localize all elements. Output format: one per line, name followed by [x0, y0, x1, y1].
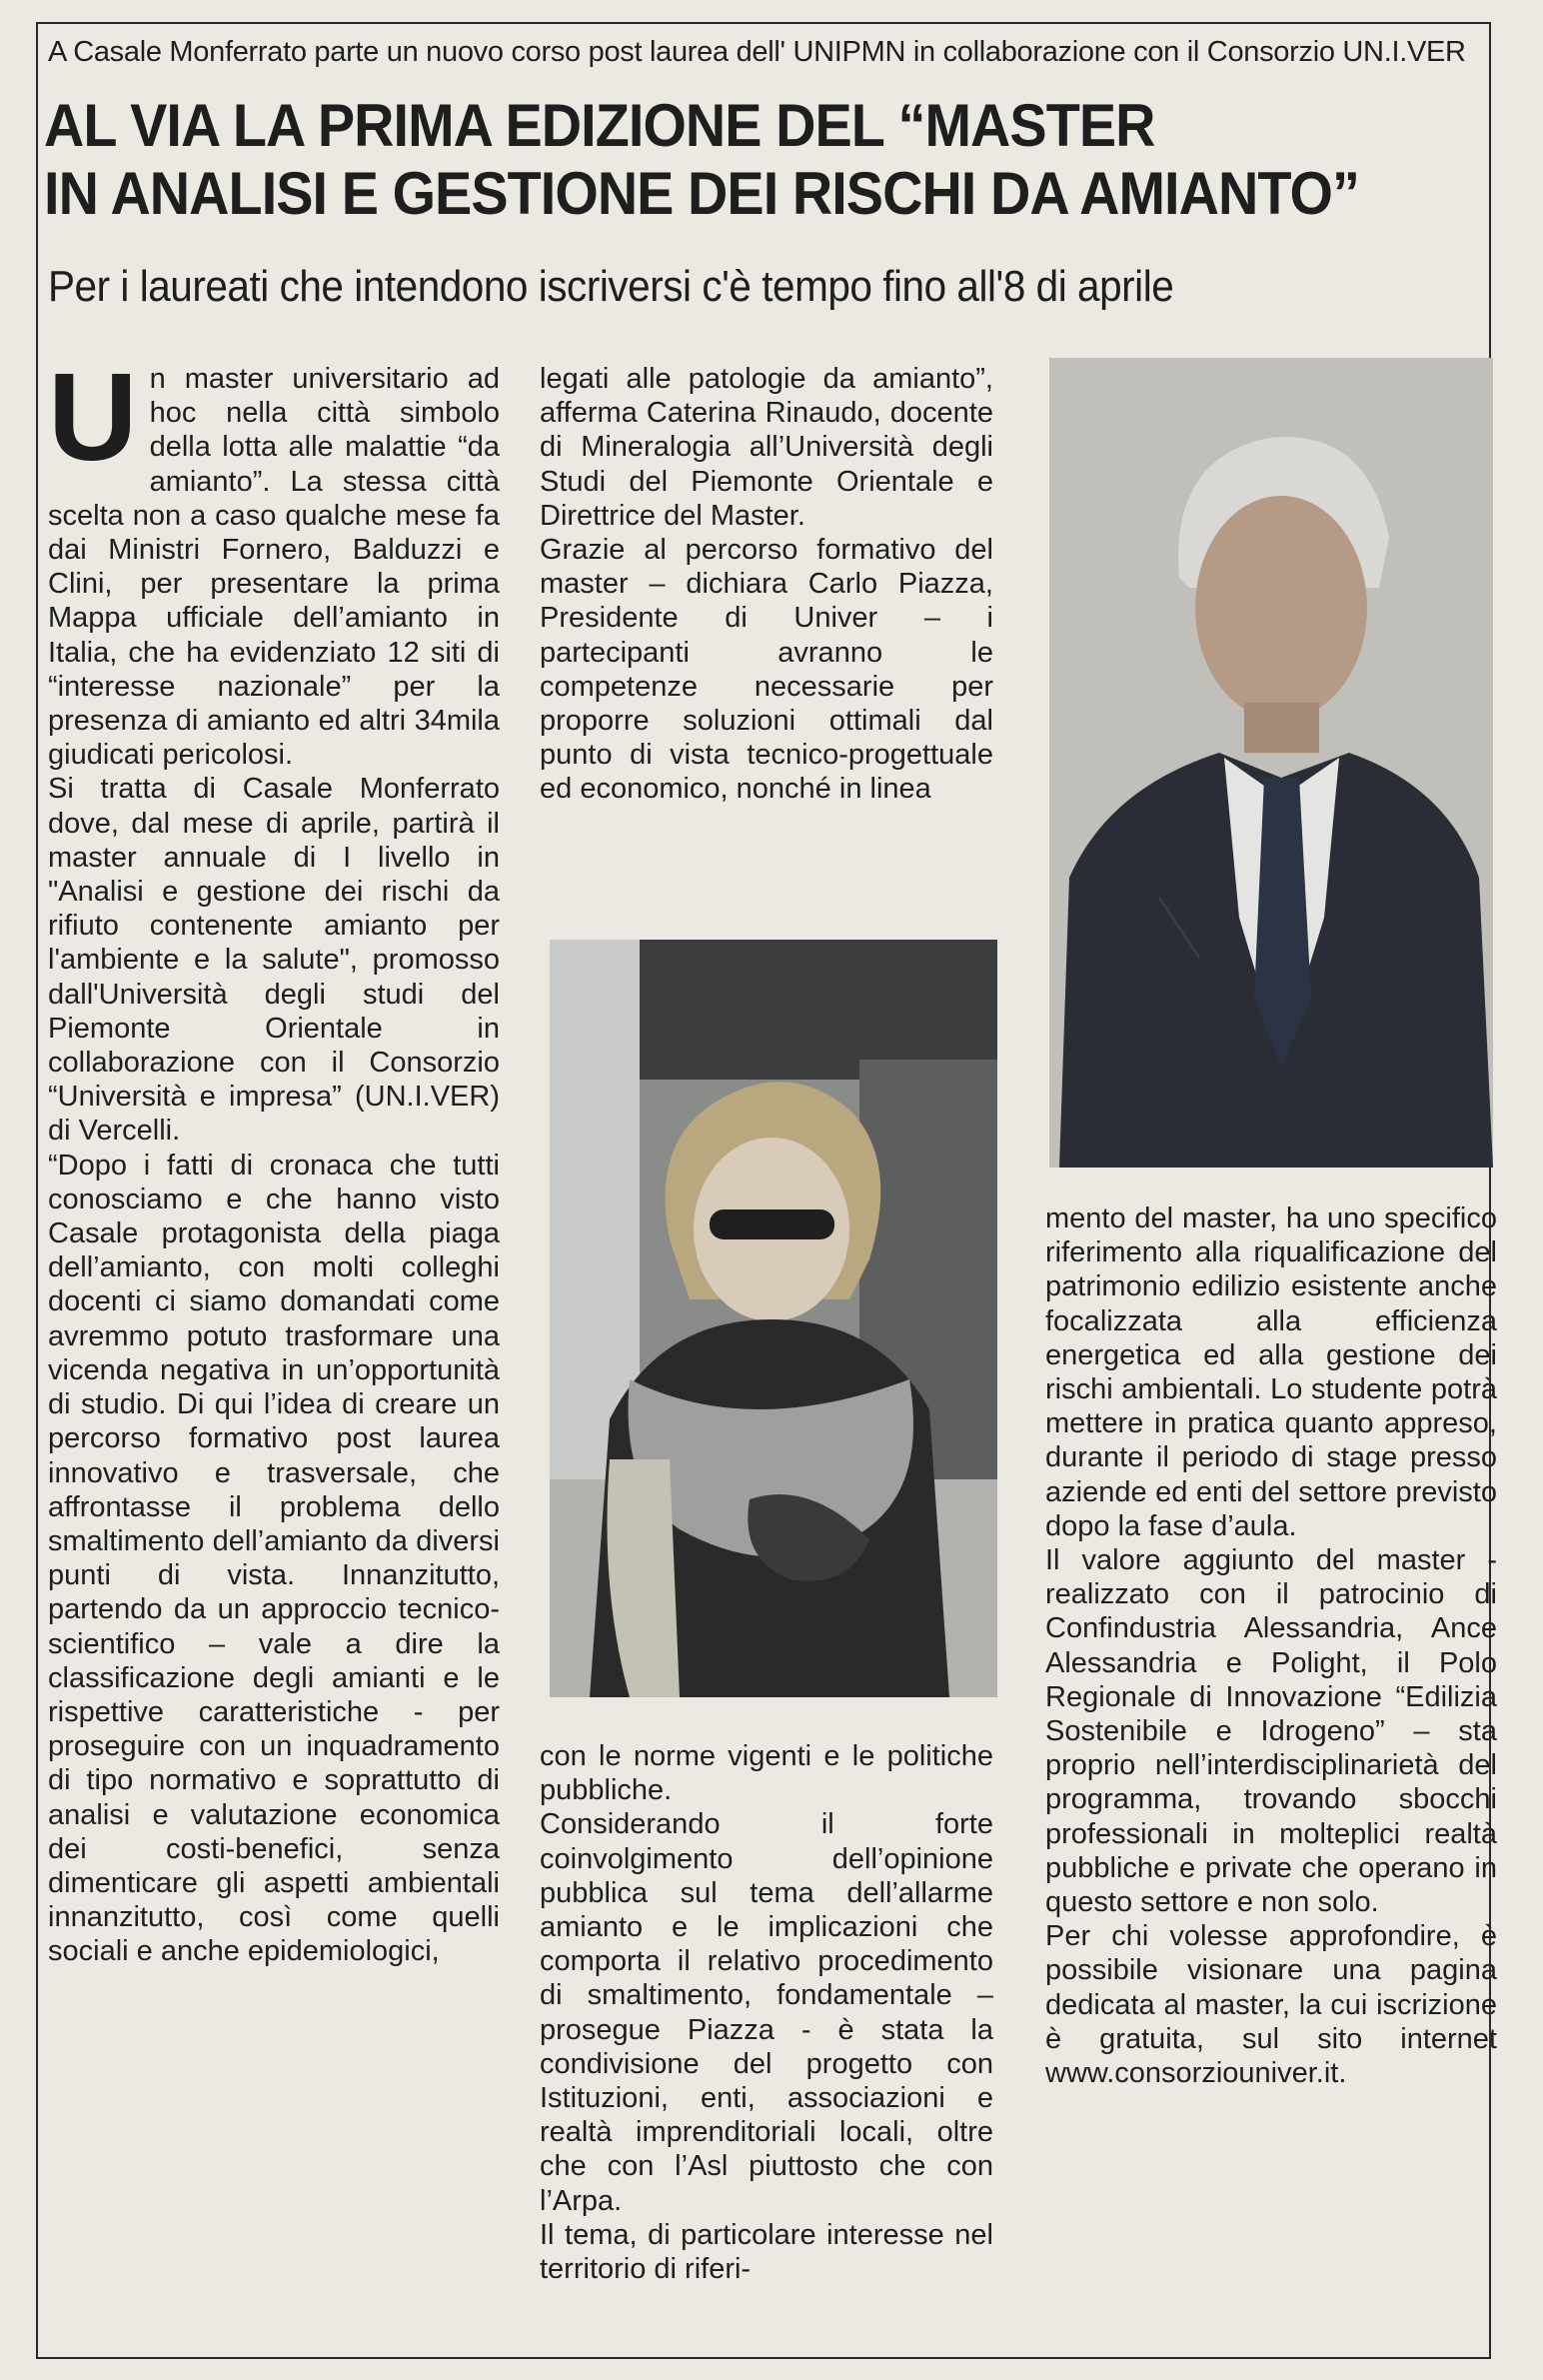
photo-carlo-piazza	[1049, 358, 1493, 1168]
column-2-top	[540, 362, 993, 807]
article-headline	[44, 92, 1392, 228]
paragraph: “Dopo i fatti di cronaca che tutti conosciamo e che hanno visto Casale protagonista della piaga dell’amianto, con molti colleghi docenti ci siamo domandati come avremmo potuto trasformare una vicenda negativa in un’opportunità di studio. Di qui l’idea di creare un percorso formativo post laurea innovativo e trasversale, che affrontasse il problema dello smaltimento dell’amianto da diversi punti di vista. Innanzitutto, partendo da un approccio tecnico-scientifico – vale a dire la classificazione degli amianti e le rispettive caratteristiche - per proseguire con un inquadramento di tipo normativo e soprattutto di analisi e valutazione economica dei costi-benefici, senza dimenticare gli aspetti ambientali innanzitutto, così come quelli sociali e anche epidemiologici,	[48, 1149, 500, 1968]
column-1	[48, 349, 500, 1969]
paragraph	[48, 349, 500, 772]
paragraph: Grazie al percorso formativo del master – dichiara Carlo Piazza, Presidente di Univer – i partecipanti avranno le competenze necessarie per proporre soluzioni ottimali dal punto di vista tecnico-progettuale ed economico, nonché in linea	[540, 534, 993, 806]
paragraph: Si tratta di Casale Monferrato dove, dal mese di aprile, partirà il master annuale di I livello in "Analisi e gestione dei rischi da rifiuto contenente amianto per l'ambiente e la salute", promosso dall'Università degli studi del Piemonte Orientale in collaborazione con il Consorzio “Università e impresa” (UN.I.VER) di Vercelli.	[48, 773, 500, 1148]
paragraph-text: n master universitario ad hoc nella città simbolo della lotta alle malattie “da amianto”. La stessa città scelta non a caso qualche mese fa dai Ministri Fornero, Balduzzi e Clini, per presentare la prima Mappa ufficiale dell’amianto in Italia, che ha evidenziato 12 siti di “interesse nazionale” per la presenza di amianto ed altri 34mila giudicati pericolosi.	[48, 363, 500, 772]
headline-line-2: IN ANALISI E GESTIONE DEI RISCHI DA AMIANTO”	[44, 160, 1359, 227]
headline-line-1: AL VIA LA PRIMA EDIZIONE DEL “MASTER	[44, 92, 1155, 159]
article-subtitle: Per i laureati che intendono iscriversi c'è tempo fino all'8 di aprile	[48, 262, 1174, 311]
drop-cap: U	[48, 349, 138, 487]
paragraph: Per chi volesse approfondire, è possibile visionare una pagina dedicata al master, la cui iscrizione è gratuita, sul sito internet www.consorziouniver.it.	[1045, 1920, 1497, 2090]
article-kicker: A Casale Monferrato parte un nuovo corso post laurea dell' UNIPMN in collaborazione con il Consorzio UN.I.VER	[48, 36, 1466, 68]
column-2-bottom	[540, 1739, 993, 2286]
photo-caterina-rinaudo	[550, 940, 997, 1697]
paragraph: Il tema, di particolare interesse nel territorio di riferi-	[540, 2218, 993, 2286]
paragraph: mento del master, ha uno specifico riferimento alla riqualificazione del patrimonio edilizio esistente anche focalizzata alla efficienza energetica ed alla gestione dei rischi ambientali. Lo studente potrà mettere in pratica quanto appreso, durante il periodo di stage presso aziende ed enti del settore previsto dopo la fase d’aula.	[1045, 1202, 1497, 1542]
column-3-bottom	[1045, 1201, 1497, 2090]
paragraph: Il valore aggiunto del master - realizzato con il patrocinio di Confindustria Alessandria, Ance Alessandria e Polight, il Polo Regionale di Innovazione “Edilizia Sostenibile e Idrogeno” – sta proprio nell’interdisciplinarietà del programma, trovando sbocchi professionali in molteplici realtà pubbliche e private che operano in questo settore e non solo.	[1045, 1544, 1497, 1919]
paragraph: legati alle patologie da amianto”, afferma Caterina Rinaudo, docente di Mineralogia all’Università degli Studi del Piemonte Orientale e Direttrice del Master.	[540, 363, 993, 532]
paragraph: con le norme vigenti e le politiche pubbliche.	[540, 1740, 993, 1807]
paragraph: Considerando il forte coinvolgimento dell’opinione pubblica sul tema dell’allarme amianto e le implicazioni che comporta il relativo procedimento di smaltimento, fondamentale – prosegue Piazza - è stata la condivisione del progetto con Istituzioni, enti, associazioni e realtà imprenditoriali locali, oltre che con l’Asl piuttosto che con l’Arpa.	[540, 1808, 993, 2217]
